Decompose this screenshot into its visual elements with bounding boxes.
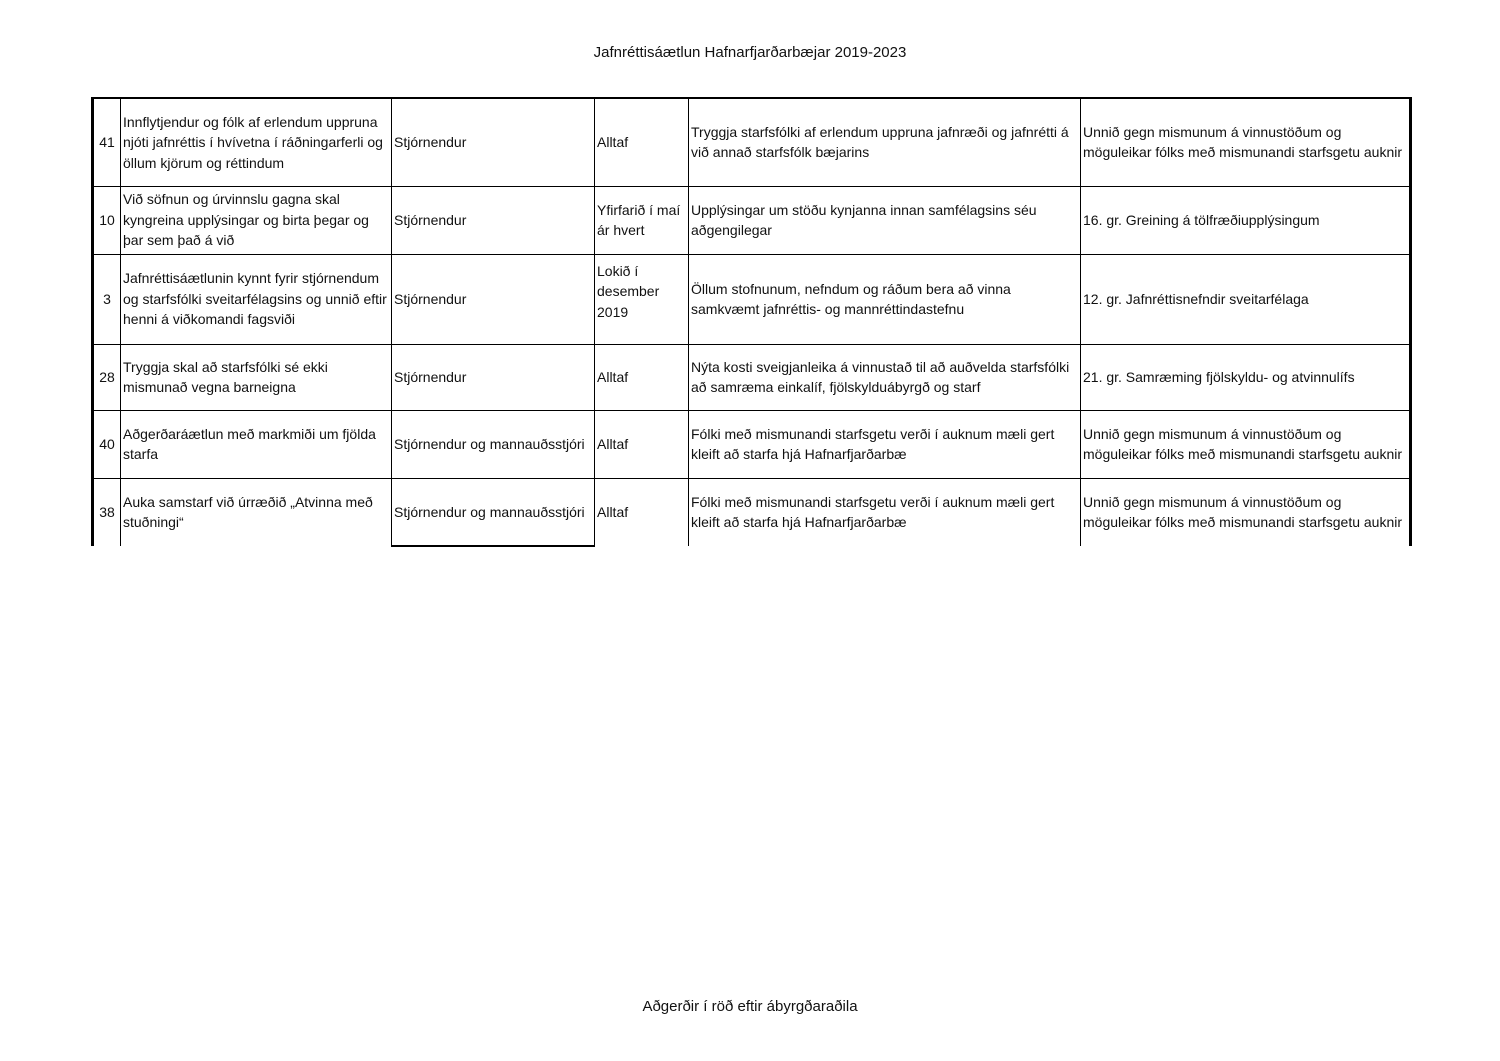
law-reference: 21. gr. Samræming fjölskyldu- og atvinnulífs [1081, 344, 1411, 410]
timing: Alltaf [595, 478, 689, 546]
action-description: Tryggja skal að starfsfólki sé ekki mismunað vegna barneigna [121, 344, 392, 410]
goal: Upplýsingar um stöðu kynjanna innan samfélagsins séu aðgengilegar [689, 186, 1081, 254]
table-row [93, 98, 1411, 186]
responsible-party: Stjórnendur [392, 98, 595, 186]
table-row [93, 478, 1411, 546]
action-description: Við söfnun og úrvinnslu gagna skal kyngreina upplýsingar og birta þegar og þar sem það á við [121, 186, 392, 254]
goal: Fólki með mismunandi starfsgetu verði í auknum mæli gert kleift að starfa hjá Hafnarfjarðarbæ [689, 410, 1081, 478]
action-number: 28 [93, 344, 121, 410]
action-number: 40 [93, 410, 121, 478]
timing: Yfirfarið í maí ár hvert [595, 186, 689, 254]
responsible-party: Stjórnendur [392, 254, 595, 344]
timing: Alltaf [595, 344, 689, 410]
goal: Öllum stofnunum, nefndum og ráðum bera að vinna samkvæmt jafnréttis- og mannréttindastefnu [689, 254, 1081, 344]
table-row [93, 410, 1411, 478]
law-reference: 12. gr. Jafnréttisnefndir sveitarfélaga [1081, 254, 1411, 344]
law-reference: Unnið gegn mismunum á vinnustöðum og möguleikar fólks með mismunandi starfsgetu auknir [1081, 410, 1411, 478]
table-row [93, 344, 1411, 410]
action-number: 10 [93, 186, 121, 254]
action-number: 3 [93, 254, 121, 344]
action-description: Auka samstarf við úrræðið „Atvinna með stuðningi“ [121, 478, 392, 546]
timing: Alltaf [595, 98, 689, 186]
action-description: Innflytjendur og fólk af erlendum uppruna njóti jafnréttis í hvívetna í ráðningarferli og öllum kjörum og réttindum [121, 98, 392, 186]
page-title: Jafnréttisáætlun Hafnarfjarðarbæjar 2019-2023 [593, 44, 907, 61]
responsible-party: Stjórnendur [392, 344, 595, 410]
goal: Nýta kosti sveigjanleika á vinnustað til að auðvelda starfsfólki að samræma einkalíf, fjölskylduábyrgð og starf [689, 344, 1081, 410]
action-description: Jafnréttisáætlunin kynnt fyrir stjórnendum og starfsfólki sveitarfélagsins og unnið eftir henni á viðkomandi fagsviði [121, 254, 392, 344]
responsible-party: Stjórnendur og mannauðsstjóri [392, 478, 595, 546]
law-reference: Unnið gegn mismunum á vinnustöðum og möguleikar fólks með mismunandi starfsgetu auknir [1081, 98, 1411, 186]
law-reference: Unnið gegn mismunum á vinnustöðum og möguleikar fólks með mismunandi starfsgetu auknir [1081, 478, 1411, 546]
action-plan-table [91, 97, 1412, 547]
responsible-party: Stjórnendur [392, 186, 595, 254]
action-number: 38 [93, 478, 121, 546]
timing: Lokið í desember 2019 [595, 254, 689, 344]
table-row [93, 186, 1411, 254]
law-reference: 16. gr. Greining á tölfræðiupplýsingum [1081, 186, 1411, 254]
timing: Alltaf [595, 410, 689, 478]
goal: Tryggja starfsfólki af erlendum uppruna jafnræði og jafnrétti á við annað starfsfólk bæjarins [689, 98, 1081, 186]
action-number: 41 [93, 98, 121, 186]
goal: Fólki með mismunandi starfsgetu verði í auknum mæli gert kleift að starfa hjá Hafnarfjarðarbæ [689, 478, 1081, 546]
table-row [93, 254, 1411, 344]
responsible-party: Stjórnendur og mannauðsstjóri [392, 410, 595, 478]
action-description: Aðgerðaráætlun með markmiði um fjölda starfa [121, 410, 392, 478]
page-footer: Aðgerðir í röð eftir ábyrgðaraðila [642, 998, 858, 1015]
